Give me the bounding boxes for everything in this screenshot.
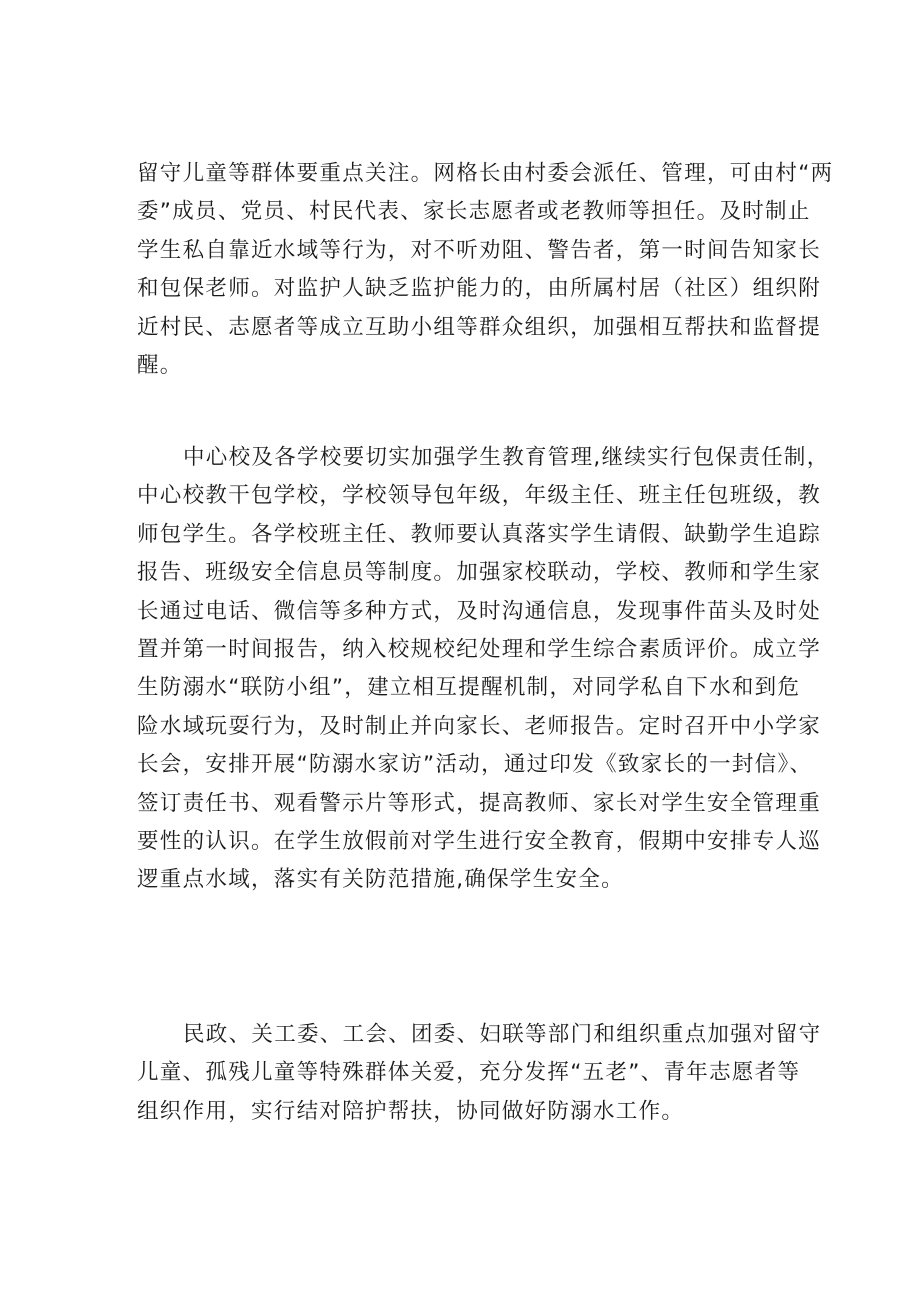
paragraph-3-line-3: 组织作用，实行结对陪护帮扶，协同做好防溺水工作。	[137, 1098, 685, 1124]
paragraph-2-line-8: 险水域玩耍行为，及时制止并向家长、老师报告。定时召开中小学家	[137, 713, 822, 739]
paragraph-2-line-9: 长会，安排开展“防溺水家访”活动，通过印发《致家长的一封信》、	[137, 752, 813, 778]
paragraph-1-line-3: 学生私自靠近水域等行为，对不听劝阻、警告者，第一时间告知家长	[137, 237, 822, 263]
paragraph-2-line-10: 签订责任书、观看警示片等形式，提高教师、家长对学生安全管理重	[137, 790, 822, 816]
paragraph-3-line-2: 儿童、孤残儿童等特殊群体关爱，充分发挥“五老”、青年志愿者等	[137, 1060, 801, 1086]
paragraph-2-line-2: 中心校教干包学校，学校领导包年级，年级主任、班主任包班级，教	[137, 483, 822, 509]
paragraph-1-line-4: 和包保老师。对监护人缺乏监护能力的，由所属村居（社区）组织附	[137, 276, 822, 302]
paragraph-3	[137, 1016, 822, 1131]
paragraph-1	[137, 155, 834, 385]
paragraph-2-line-5: 长通过电话、微信等多种方式，及时沟通信息，发现事件苗头及时处	[137, 598, 822, 624]
paragraph-2-line-1: 中心校及各学校要切实加强学生教育管理,继续实行包保责任制，	[183, 445, 830, 470]
paragraph-2-line-12: 逻重点水域，落实有关防范措施,确保学生安全。	[137, 867, 624, 893]
paragraph-3-line-1: 民政、关工委、工会、团委、妇联等部门和组织重点加强对留守	[183, 1022, 822, 1047]
paragraph-2-line-6: 置并第一时间报告，纳入校规校纪处理和学生综合素质评价。成立学	[137, 636, 822, 662]
paragraph-1-line-2: 委”成员、党员、村民代表、家长志愿者或老教师等担任。及时制止	[137, 199, 811, 225]
paragraph-2-line-7: 生防溺水“联防小组”，建立相互提醒机制，对同学私自下水和到危	[137, 675, 801, 701]
paragraph-2-line-3: 师包学生。各学校班主任、教师要认真落实学生请假、缺勤学生追踪	[137, 521, 822, 547]
paragraph-2-line-11: 要性的认识。在学生放假前对学生进行安全教育，假期中安排专人巡	[137, 828, 822, 854]
paragraph-1-line-1: 留守儿童等群体要重点关注。网格长由村委会派任、管理，可由村“两	[137, 161, 834, 186]
paragraph-2-line-4: 报告、班级安全信息员等制度。加强家校联动，学校、教师和学生家	[137, 560, 822, 586]
paragraph-1-line-5: 近村民、志愿者等成立互助小组等群众组织，加强相互帮扶和监督提	[137, 314, 822, 340]
paragraph-2	[137, 439, 830, 900]
paragraph-1-line-6: 醒。	[137, 352, 183, 378]
